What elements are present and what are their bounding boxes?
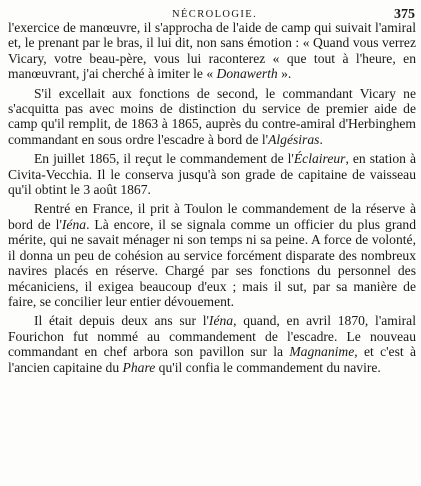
paragraph-1 [8, 20, 416, 82]
paragraph-4-text-2: . Là encore, il se signala comme un officier du plus grand mérite, qui ne savait ménager ni son temps ni sa peine. A force de volonté, il donna un peu de cohésion au service forcément disparate des nombreux navires placés en réserve. Chargé par ses fonctions du personnel des mécaniciens, il exigea beaucoup d'eux ; mais il sut, par sa manière de faire, se concilier leur entier dévouement. [8, 216, 416, 309]
ship-name-phare: Phare [122, 359, 156, 375]
paragraph-1-text-2: ». [277, 66, 292, 82]
paragraph-2 [8, 86, 416, 148]
paragraph-5-text-2: , quand, en avril 1870, l'amiral Fourichon fut nommé au commandement de l'escadre. Le nouveau commandant en chef arbora son pavillon sur la [8, 313, 416, 360]
body-text [8, 20, 416, 375]
paragraph-2-text-2: . [319, 131, 323, 147]
ship-name-donawerth: Donawerth [216, 66, 278, 82]
paragraph-1-text-1: l'exercice de manœuvre, il s'approcha de l'aide de camp qui suivait l'amiral et, le prenant par le bras, il lui dit, non sans émotion : « Quand vous verrez Vicary, votre beau-père, vous lui raconterez « que tout à l'heure, en manœuvrant, j'ai cherché à imiter le « [8, 20, 416, 82]
ship-name-iena-2: Iéna [208, 313, 234, 329]
paragraph-5 [8, 313, 416, 375]
paragraph-4-text-1: Rentré en France, il prit à Toulon le commandement de la réserve à bord de l' [8, 201, 416, 232]
paragraph-5-text-4: qu'il confia le commandement du navire. [155, 359, 381, 375]
ship-name-iena: Iéna [61, 216, 87, 232]
paragraph-5-text-1: Il était depuis deux ans sur l' [34, 313, 209, 329]
paragraph-2-text-1: S'il excellait aux fonctions de second, le commandant Vicary ne s'acquitta pas avec moins de distinction du service de premier aide de camp qu'il remplit, de 1863 à 1865, auprès du contre-amiral d'Herbinghem commandant en sous ordre l'escadre à bord de l' [8, 85, 416, 147]
page-number: 375 [394, 7, 415, 22]
paragraph-3-text-1: En juillet 1865, il reçut le commandement de l' [34, 151, 294, 167]
ship-name-algesiras: Algésiras [268, 131, 320, 147]
paragraph-4 [8, 201, 416, 309]
ship-name-magnanime: Magnanime [289, 344, 355, 360]
paragraph-3-text-2: , en station à Civita-Vecchia. Il le conserva jusqu'à son grade de capitaine de vaisseau qu'il obtint le 3 août 1867. [8, 151, 416, 198]
ship-name-eclaireur: Éclaireur [293, 151, 346, 167]
running-title: NÉCROLOGIE. [172, 9, 258, 20]
paragraph-5-text-3: , et c'est à l'ancien capitaine du [8, 344, 416, 375]
paragraph-3 [8, 151, 416, 197]
